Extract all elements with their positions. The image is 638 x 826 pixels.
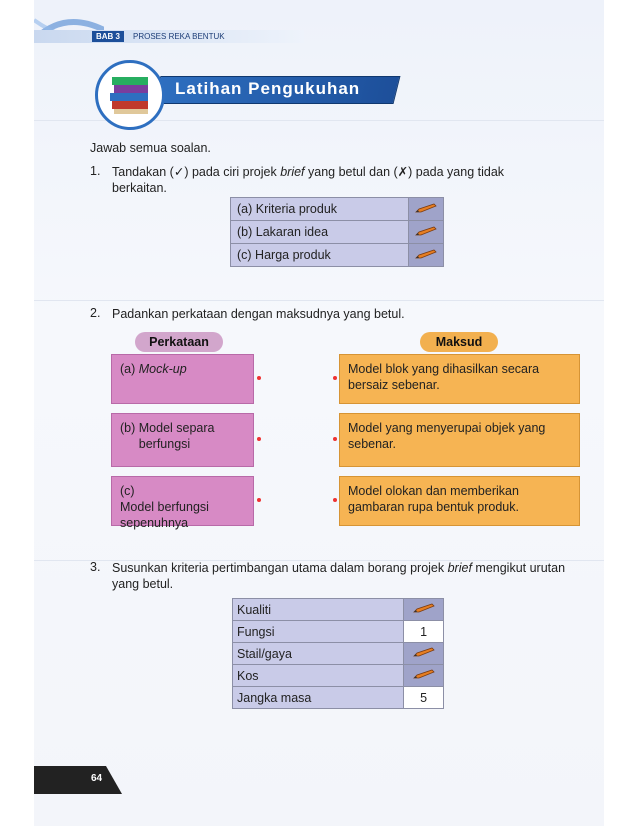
question-3-text-part: Susunkan kriteria pertimbangan utama dalam borang projek xyxy=(112,561,448,575)
q3-row-label: Fungsi xyxy=(233,621,404,643)
match-dot-left[interactable] xyxy=(257,376,261,380)
q1-row-label: (c) Harga produk xyxy=(231,244,409,267)
table-row xyxy=(233,621,444,643)
table-row xyxy=(233,643,444,665)
pencil-icon xyxy=(414,248,438,260)
question-1-number: 1. xyxy=(90,164,101,178)
pencil-icon xyxy=(412,646,436,658)
answer-cell[interactable] xyxy=(404,599,444,621)
word-box-c[interactable] xyxy=(111,476,254,530)
page-number-tab xyxy=(34,766,122,794)
question-3-table xyxy=(232,598,444,709)
q3-row-label: Kos xyxy=(233,665,404,687)
word-prefix: (c) xyxy=(120,484,135,498)
question-1-table xyxy=(230,197,444,267)
word-prefix: (b) xyxy=(120,421,139,435)
chapter-tag: BAB 3 xyxy=(92,31,124,42)
word-box-b[interactable] xyxy=(111,413,254,467)
word-box-a[interactable] xyxy=(111,354,254,404)
table-row xyxy=(231,221,444,244)
perkataan-header: Perkataan xyxy=(135,332,223,352)
answer-cell[interactable] xyxy=(409,221,444,244)
answer-cell[interactable] xyxy=(409,198,444,221)
instruction-text: Jawab semua soalan. xyxy=(90,141,211,155)
q1-row-label: (a) Kriteria produk xyxy=(231,198,409,221)
match-dot-left[interactable] xyxy=(257,498,261,502)
pencil-icon xyxy=(412,668,436,680)
answer-cell[interactable] xyxy=(404,665,444,687)
answer-cell[interactable] xyxy=(409,244,444,267)
chapter-title: PROSES REKA BENTUK xyxy=(133,32,225,41)
pencil-icon xyxy=(412,602,436,614)
match-dot-right[interactable] xyxy=(333,498,337,502)
pencil-icon xyxy=(414,225,438,237)
question-3-text-part: mengikut urutan yang betul. xyxy=(112,561,566,591)
answer-cell[interactable] xyxy=(404,643,444,665)
question-1-text xyxy=(112,164,532,196)
q3-row-label: Kualiti xyxy=(233,599,404,621)
meaning-box-3[interactable]: Model olokan dan memberikan gambaran rupa bentuk produk. xyxy=(339,476,580,526)
q1-row-label: (b) Lakaran idea xyxy=(231,221,409,244)
table-row xyxy=(233,665,444,687)
table-row xyxy=(231,244,444,267)
question-3-number: 3. xyxy=(90,560,101,574)
question-3-italic: brief xyxy=(447,561,472,575)
match-dot-right[interactable] xyxy=(333,376,337,380)
word-text: Model separa berfungsi xyxy=(138,421,215,451)
meaning-box-1[interactable]: Model blok yang dihasilkan secara bersaiz sebenar. xyxy=(339,354,580,404)
answer-value: 1 xyxy=(404,621,444,643)
books-icon xyxy=(95,60,165,130)
match-dot-right[interactable] xyxy=(333,437,337,441)
pencil-icon xyxy=(414,202,438,214)
question-1-text-part: Tandakan (✓) pada ciri projek xyxy=(112,165,281,179)
question-1-italic: brief xyxy=(280,165,305,179)
page-number: 64 xyxy=(91,773,103,784)
section-title-banner xyxy=(95,60,425,130)
table-row xyxy=(233,687,444,709)
answer-value: 5 xyxy=(404,687,444,709)
q3-row-label: Stail/gaya xyxy=(233,643,404,665)
question-1-text-part: yang betul dan (✗) pada yang tidak berkaitan. xyxy=(112,165,505,195)
word-text: Mock-up xyxy=(138,362,187,376)
meaning-box-2[interactable]: Model yang menyerupai objek yang sebenar. xyxy=(339,413,580,467)
q3-row-label: Jangka masa xyxy=(233,687,404,709)
question-3-text xyxy=(112,560,592,592)
question-2-number: 2. xyxy=(90,306,101,320)
table-row xyxy=(233,599,444,621)
maksud-header: Maksud xyxy=(420,332,498,352)
match-dot-left[interactable] xyxy=(257,437,261,441)
section-title: Latihan Pengukuhan xyxy=(175,79,361,98)
word-prefix: (a) xyxy=(120,362,139,376)
table-row xyxy=(231,198,444,221)
word-text: Model berfungsi sepenuhnya xyxy=(120,500,209,530)
question-2-text: Padankan perkataan dengan maksudnya yang betul. xyxy=(112,307,405,321)
decor-line xyxy=(34,300,604,301)
